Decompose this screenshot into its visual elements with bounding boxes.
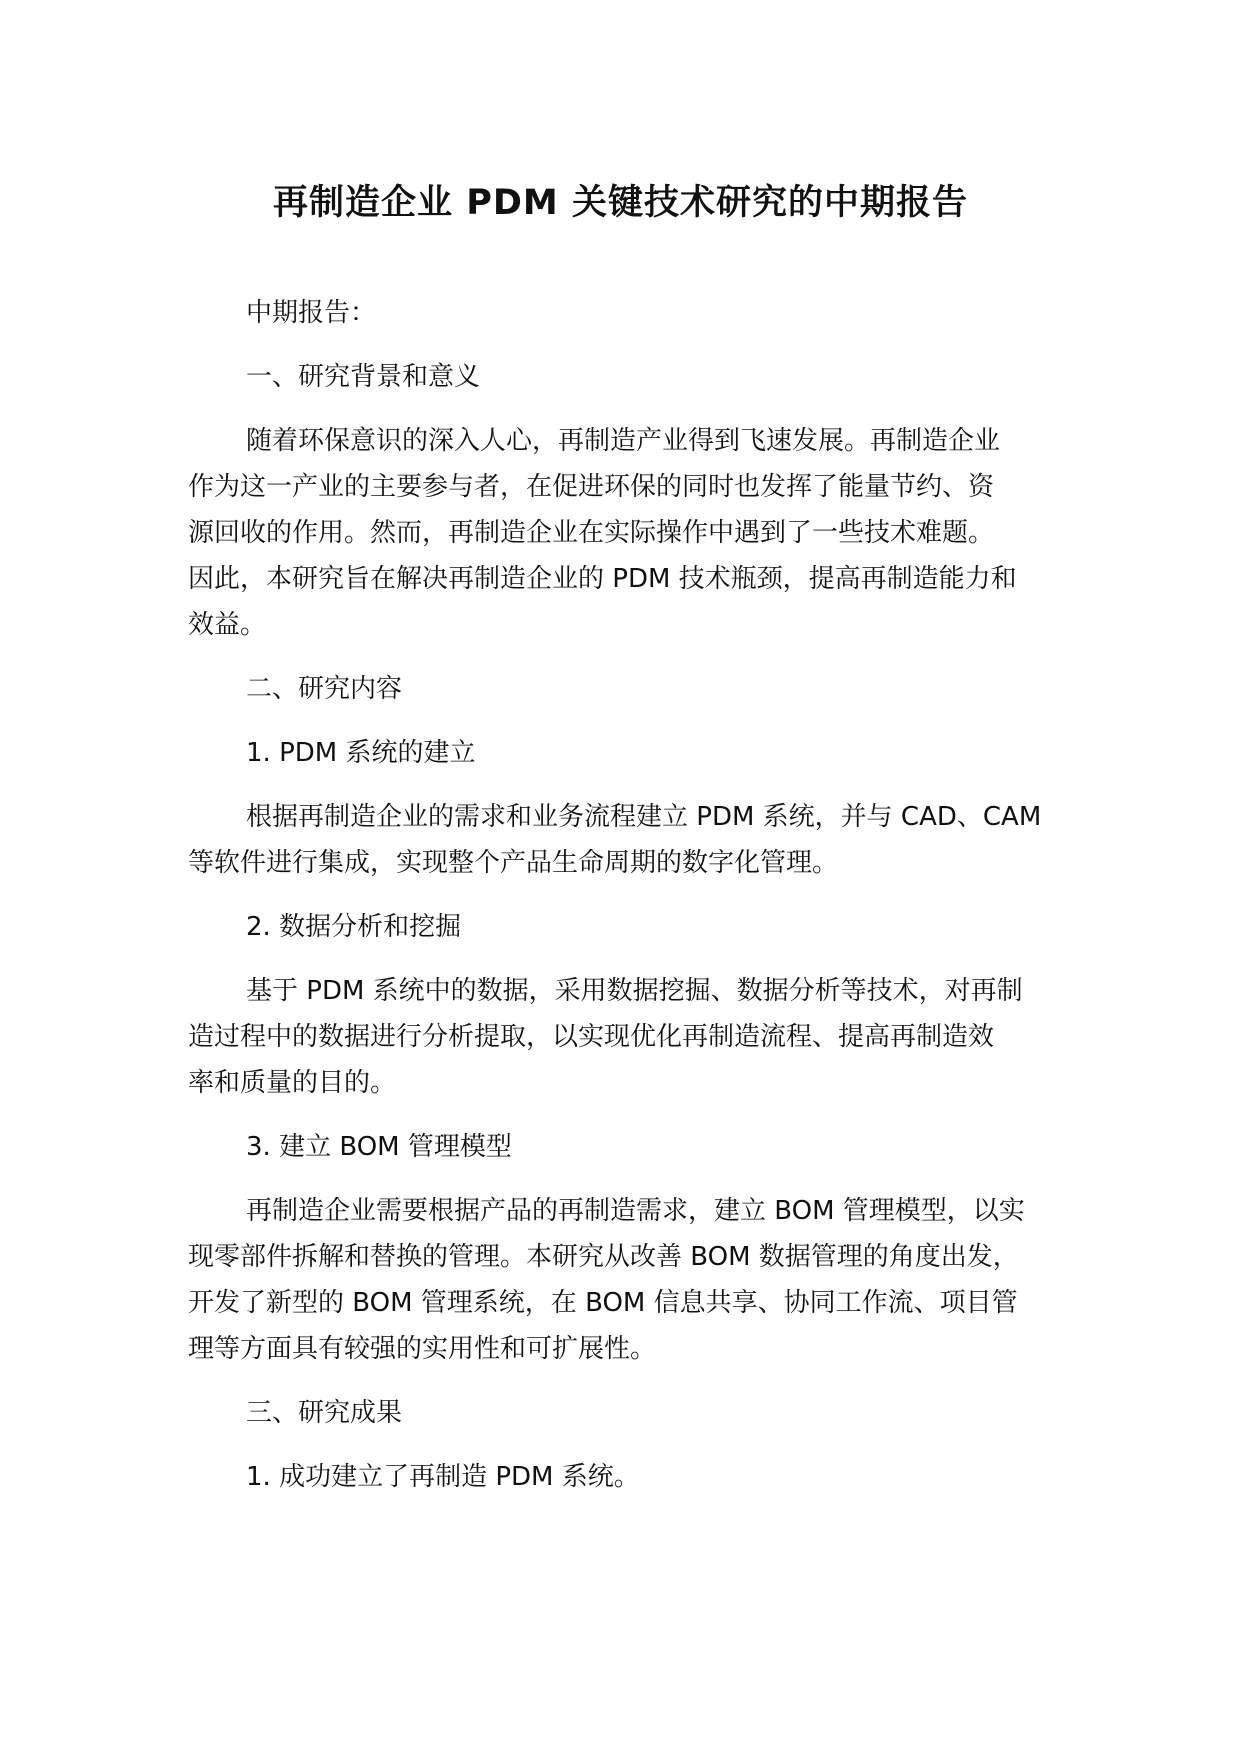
paragraph-bom-model — [188, 1188, 1058, 1372]
paragraph-line: 理等方面具有较强的实用性和可扩展性。 — [188, 1334, 657, 1364]
paragraph-line: 开发了新型的 BOM 管理系统，在 BOM 信息共享、协同工作流、项目管 — [188, 1288, 1018, 1318]
paragraph-line: 根据再制造企业的需求和业务流程建立 PDM 系统，并与 CAD、CAM — [246, 802, 1042, 832]
heading-results: 三、研究成果 — [246, 1398, 403, 1428]
heading-data-analysis: 2. 数据分析和挖掘 — [246, 912, 462, 942]
document-body — [188, 290, 1058, 1518]
paragraph-line: 率和质量的目的。 — [188, 1068, 397, 1098]
paragraph-line: 因此，本研究旨在解决再制造企业的 PDM 技术瓶颈，提高再制造能力和 — [188, 564, 1017, 594]
paragraph-line: 作为这一产业的主要参与者，在促进环保的同时也发挥了能量节约、资 — [188, 472, 995, 502]
document-title: 再制造企业 PDM 关键技术研究的中期报告 — [273, 183, 968, 223]
heading-background: 一、研究背景和意义 — [246, 362, 481, 392]
heading-pdm-system: 1. PDM 系统的建立 — [246, 738, 476, 768]
paragraph-data-analysis — [188, 968, 1058, 1106]
heading-research-content: 二、研究内容 — [246, 674, 403, 704]
paragraph-line: 基于 PDM 系统中的数据，采用数据挖掘、数据分析等技术，对再制 — [246, 976, 1023, 1006]
paragraph-line: 再制造企业需要根据产品的再制造需求，建立 BOM 管理模型，以实 — [246, 1196, 1025, 1226]
paragraph-line: 现零部件拆解和替换的管理。本研究从改善 BOM 数据管理的角度出发， — [188, 1242, 1019, 1272]
paragraph-line: 造过程中的数据进行分析提取，以实现优化再制造流程、提高再制造效 — [188, 1022, 995, 1052]
paragraph-line: 等软件进行集成，实现整个产品生命周期的数字化管理。 — [188, 848, 839, 878]
paragraph-line: 源回收的作用。然而，再制造企业在实际操作中遇到了一些技术难题。 — [188, 518, 995, 548]
heading-bom-model: 3. 建立 BOM 管理模型 — [246, 1132, 512, 1162]
paragraph-pdm-system — [188, 794, 1058, 886]
paragraph-line: 随着环保意识的深入人心，再制造产业得到飞速发展。再制造企业 — [246, 426, 1001, 456]
heading-result-1: 1. 成功建立了再制造 PDM 系统。 — [246, 1462, 640, 1492]
heading-interim-report: 中期报告： — [246, 298, 377, 328]
paragraph-background — [188, 418, 1058, 648]
paragraph-line: 效益。 — [188, 610, 267, 640]
